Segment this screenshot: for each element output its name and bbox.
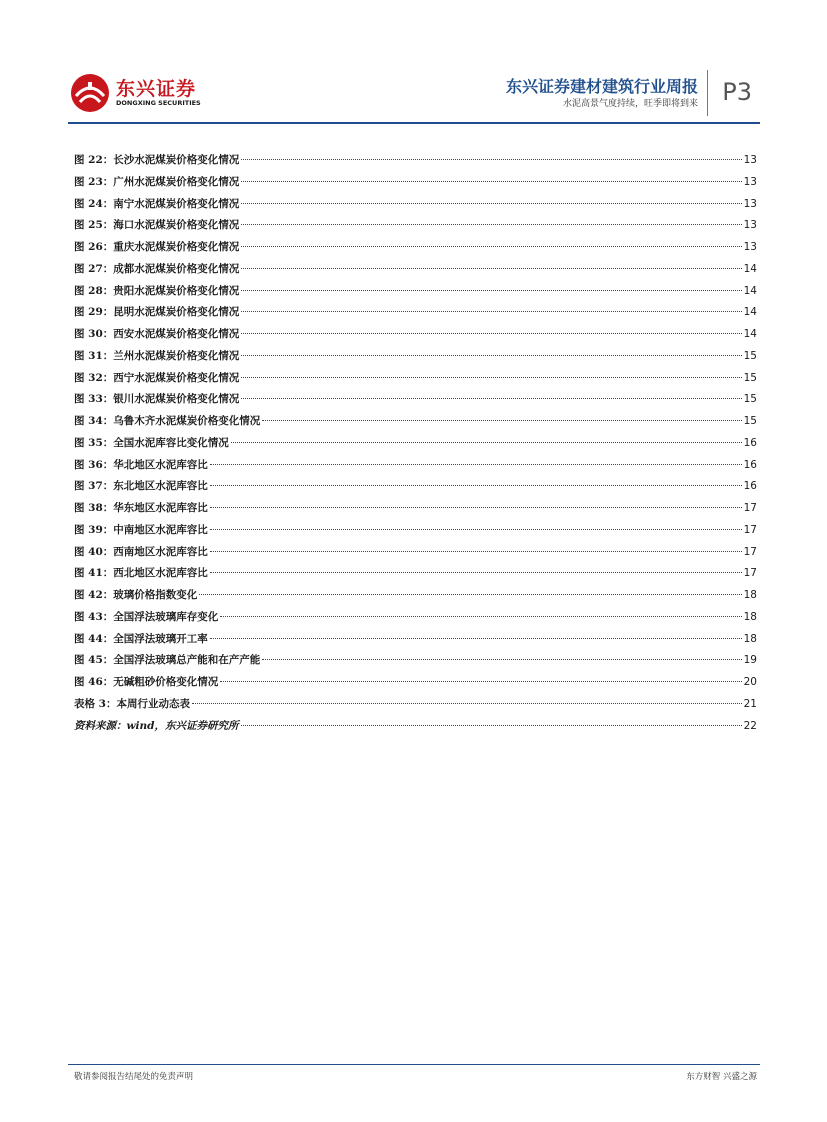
toc-entry-page: 14	[743, 262, 757, 275]
footer-disclaimer: 敬请参阅报告结尾处的免责声明	[74, 1072, 194, 1082]
toc-entry-page: 17	[743, 567, 757, 580]
toc-entry-label: 图 29：昆明水泥煤炭价格变化情况	[74, 306, 240, 319]
toc-entry-label: 图 23：广州水泥煤炭价格变化情况	[74, 175, 240, 188]
toc-entry[interactable]	[74, 326, 757, 348]
toc-entry-label: 图 22：长沙水泥煤炭价格变化情况	[74, 154, 240, 166]
toc-entry-page: 21	[743, 697, 757, 710]
logo-subtext: DONGXING SECURITIES	[116, 99, 201, 107]
company-logo	[70, 72, 220, 114]
toc-leader-dots	[220, 616, 741, 617]
toc-entry-label: 图 24：南宁水泥煤炭价格变化情况	[74, 197, 240, 210]
toc-entry-label: 图 34：乌鲁木齐水泥煤炭价格变化情况	[74, 415, 261, 427]
toc-entry-page: 13	[743, 154, 757, 166]
toc-entry[interactable]	[74, 652, 757, 674]
footer-rule	[68, 1064, 760, 1065]
toc-entry[interactable]	[74, 217, 757, 239]
toc-entry-page: 18	[743, 632, 757, 645]
toc-entry[interactable]	[74, 304, 757, 326]
toc-entry-label: 图 40：西南地区水泥库容比	[74, 545, 208, 558]
toc-entry[interactable]	[74, 609, 757, 631]
toc-entry-page: 22	[743, 719, 757, 732]
toc-entry-page: 13	[743, 219, 757, 232]
toc-entry-page: 15	[743, 371, 757, 384]
header-divider	[707, 70, 708, 116]
logo-emblem-icon	[70, 72, 112, 114]
toc-entry[interactable]	[74, 631, 757, 653]
toc-entry[interactable]	[74, 348, 757, 370]
toc-entry-page: 16	[743, 458, 757, 471]
table-of-contents	[74, 152, 757, 739]
toc-entry-label: 图 44：全国浮法玻璃开工率	[74, 632, 208, 645]
toc-entry-page: 15	[743, 415, 757, 427]
toc-entry-label: 图 28：贵阳水泥煤炭价格变化情况	[74, 284, 240, 297]
toc-entry-label: 图 41：西北地区水泥库容比	[74, 567, 208, 580]
toc-entry-label: 图 45：全国浮法玻璃总产能和在产产能	[74, 654, 261, 667]
toc-leader-dots	[262, 659, 741, 660]
toc-leader-dots	[241, 377, 741, 378]
toc-leader-dots	[262, 420, 741, 421]
toc-leader-dots	[192, 703, 742, 704]
toc-entry-label: 图 30：西安水泥煤炭价格变化情况	[74, 328, 240, 340]
toc-entry[interactable]	[74, 196, 757, 218]
toc-entry[interactable]	[74, 522, 757, 544]
toc-leader-dots	[241, 203, 741, 204]
toc-entry-label: 图 39：中南地区水泥库容比	[74, 523, 208, 536]
logo-text: 东兴证券	[116, 78, 197, 100]
toc-entry-label: 图 25：海口水泥煤炭价格变化情况	[74, 219, 240, 232]
toc-entry-page: 18	[743, 589, 757, 601]
toc-entry-page: 14	[743, 306, 757, 319]
toc-leader-dots	[210, 551, 742, 552]
toc-leader-dots	[241, 333, 741, 334]
footer-slogan: 东方财智 兴盛之源	[686, 1072, 757, 1082]
toc-entry-label: 图 31：兰州水泥煤炭价格变化情况	[74, 349, 240, 362]
toc-entry-page: 18	[743, 610, 757, 623]
toc-entry-label: 图 43：全国浮法玻璃库存变化	[74, 610, 219, 623]
toc-entry[interactable]	[74, 391, 757, 413]
toc-entry[interactable]	[74, 544, 757, 566]
toc-entry-page: 14	[743, 284, 757, 297]
toc-leader-dots	[210, 485, 742, 486]
toc-leader-dots	[241, 268, 741, 269]
toc-entry[interactable]	[74, 696, 757, 718]
toc-leader-dots	[241, 224, 741, 225]
toc-entry[interactable]	[74, 587, 757, 609]
toc-leader-dots	[241, 355, 741, 356]
toc-entry[interactable]	[74, 674, 757, 696]
toc-entry-page: 16	[743, 480, 757, 493]
toc-entry[interactable]	[74, 718, 757, 740]
toc-leader-dots	[210, 529, 742, 530]
toc-entry-label: 表格 3：本周行业动态表	[74, 697, 190, 710]
toc-entry-page: 13	[743, 241, 757, 253]
report-subtitle: 水泥高景气度持续，旺季即将到来	[562, 99, 698, 109]
toc-leader-dots	[241, 159, 741, 160]
page-number: P3	[722, 78, 752, 106]
toc-entry[interactable]	[74, 413, 757, 435]
toc-entry-page: 16	[743, 436, 757, 449]
header-rule	[68, 122, 760, 124]
toc-entry[interactable]	[74, 478, 757, 500]
toc-entry[interactable]	[74, 500, 757, 522]
toc-entry[interactable]	[74, 239, 757, 261]
toc-entry-label: 图 46：无碱粗砂价格变化情况	[74, 676, 219, 688]
toc-entry[interactable]	[74, 174, 757, 196]
toc-entry-page: 17	[743, 502, 757, 514]
page-header	[68, 66, 760, 124]
toc-entry-page: 15	[743, 349, 757, 362]
toc-entry-page: 15	[743, 393, 757, 406]
toc-entry-label: 图 42：玻璃价格指数变化	[74, 589, 198, 601]
toc-leader-dots	[241, 398, 741, 399]
toc-leader-dots	[231, 442, 742, 443]
toc-entry-label: 图 36：华北地区水泥库容比	[74, 458, 208, 471]
toc-leader-dots	[210, 638, 742, 639]
toc-leader-dots	[241, 246, 741, 247]
toc-leader-dots	[241, 290, 741, 291]
toc-leader-dots	[210, 464, 742, 465]
toc-entry[interactable]	[74, 457, 757, 479]
toc-leader-dots	[220, 681, 741, 682]
toc-entry-page: 14	[743, 328, 757, 340]
toc-entry-label: 图 27：成都水泥煤炭价格变化情况	[74, 262, 240, 275]
toc-entry-page: 19	[743, 654, 757, 667]
toc-entry-label: 图 35：全国水泥库容比变化情况	[74, 436, 229, 449]
toc-entry-page: 13	[743, 175, 757, 188]
toc-entry-page: 17	[743, 523, 757, 536]
toc-entry-label: 图 33：银川水泥煤炭价格变化情况	[74, 393, 240, 406]
toc-entry-label: 图 38：华东地区水泥库容比	[74, 502, 208, 514]
toc-leader-dots	[241, 725, 742, 726]
toc-entry-page: 20	[743, 676, 757, 688]
toc-entry[interactable]	[74, 435, 757, 457]
report-title: 东兴证券建材建筑行业周报	[505, 77, 698, 96]
toc-entry-page: 17	[743, 545, 757, 558]
toc-entry-label: 资料来源：wind，东兴证券研究所	[74, 719, 239, 732]
toc-entry[interactable]	[74, 565, 757, 587]
toc-entry-label: 图 32：西宁水泥煤炭价格变化情况	[74, 371, 240, 384]
toc-entry-page: 13	[743, 197, 757, 210]
toc-leader-dots	[241, 311, 741, 312]
toc-entry[interactable]	[74, 261, 757, 283]
toc-entry[interactable]	[74, 370, 757, 392]
toc-entry-label: 图 37：东北地区水泥库容比	[74, 480, 208, 493]
toc-entry[interactable]	[74, 283, 757, 305]
toc-entry-label: 图 26：重庆水泥煤炭价格变化情况	[74, 241, 240, 253]
toc-leader-dots	[210, 507, 742, 508]
toc-entry[interactable]	[74, 152, 757, 174]
toc-leader-dots	[241, 181, 741, 182]
toc-leader-dots	[210, 572, 742, 573]
toc-leader-dots	[199, 594, 741, 595]
